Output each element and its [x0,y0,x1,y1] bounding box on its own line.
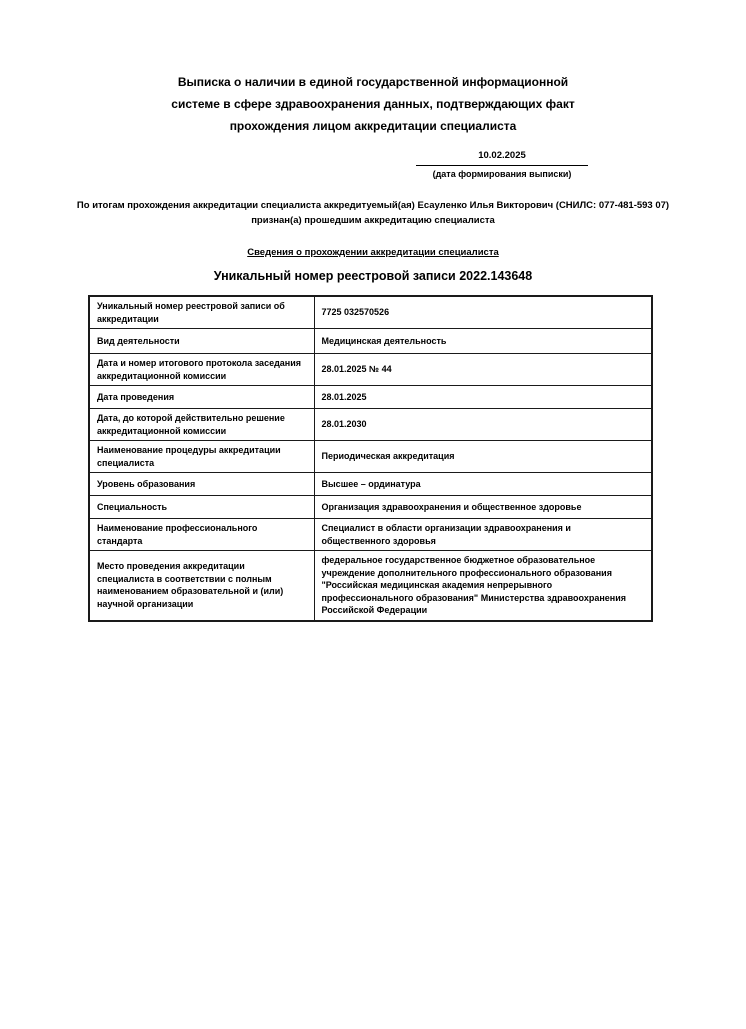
table-row [89,496,652,519]
row-label-date-held: Дата проведения [89,386,314,409]
registry-number-heading: Уникальный номер реестровой записи 2022.143648 [213,269,533,283]
row-value-education-level: Высшее – ординатура [314,473,652,496]
table-row [89,296,652,329]
extract-date-block [416,150,588,180]
document-title: Выписка о наличии в единой государственной информационной системе в сфере здравоохранения данных, подтверждающих факт прохождения лицом аккредитации специалиста [171,75,575,133]
row-label-education-level: Уровень образования [89,473,314,496]
table-row [89,409,652,441]
row-label-professional-standard: Наименование профессионального стандарта [89,519,314,551]
table-row [89,473,652,496]
row-label-registry-number: Уникальный номер реестровой записи об аккредитации [89,296,314,329]
row-label-specialty: Специальность [89,496,314,519]
row-value-date-held: 28.01.2025 [314,386,652,409]
table-row [89,551,652,621]
row-label-accreditation-place: Место проведения аккредитации специалиста в соответствии с полным наименованием образовательной и (или) научной организации [89,551,314,621]
accreditation-details-table [88,295,653,622]
row-label-protocol: Дата и номер итогового протокола заседания аккредитационной комиссии [89,354,314,386]
row-label-activity-type: Вид деятельности [89,329,314,354]
row-value-accreditation-place: федеральное государственное бюджетное образовательное учреждение дополнительного профессионального образования "Российская медицинская академия непрерывного профессионального образования" Министерства здравоохранения Российской Федерации [314,551,652,621]
section-heading: Сведения о прохождении аккредитации специалиста [247,247,499,258]
table-row [89,329,652,354]
extract-date-value: 10.02.2025 [416,150,588,166]
row-value-procedure-name: Периодическая аккредитация [314,441,652,473]
table-row [89,354,652,386]
accreditation-summary-paragraph: По итогам прохождения аккредитации специалиста аккредитуемый(ая) Есауленко Илья Викторович (СНИЛС: 077-481-593 07) признан(а) прошедшим аккредитацию специалиста [76,200,670,226]
row-value-valid-until: 28.01.2030 [314,409,652,441]
extract-date-caption: (дата формирования выписки) [432,169,572,179]
row-value-protocol: 28.01.2025 № 44 [314,354,652,386]
table-row [89,441,652,473]
row-label-valid-until: Дата, до которой действительно решение аккредитационной комиссии [89,409,314,441]
table-row [89,519,652,551]
row-value-activity-type: Медицинская деятельность [314,329,652,354]
row-value-specialty: Организация здравоохранения и общественное здоровье [314,496,652,519]
row-value-professional-standard: Специалист в области организации здравоохранения и общественного здоровья [314,519,652,551]
row-value-registry-number: 7725 032570526 [314,296,652,329]
row-label-procedure-name: Наименование процедуры аккредитации специалиста [89,441,314,473]
table-row [89,386,652,409]
